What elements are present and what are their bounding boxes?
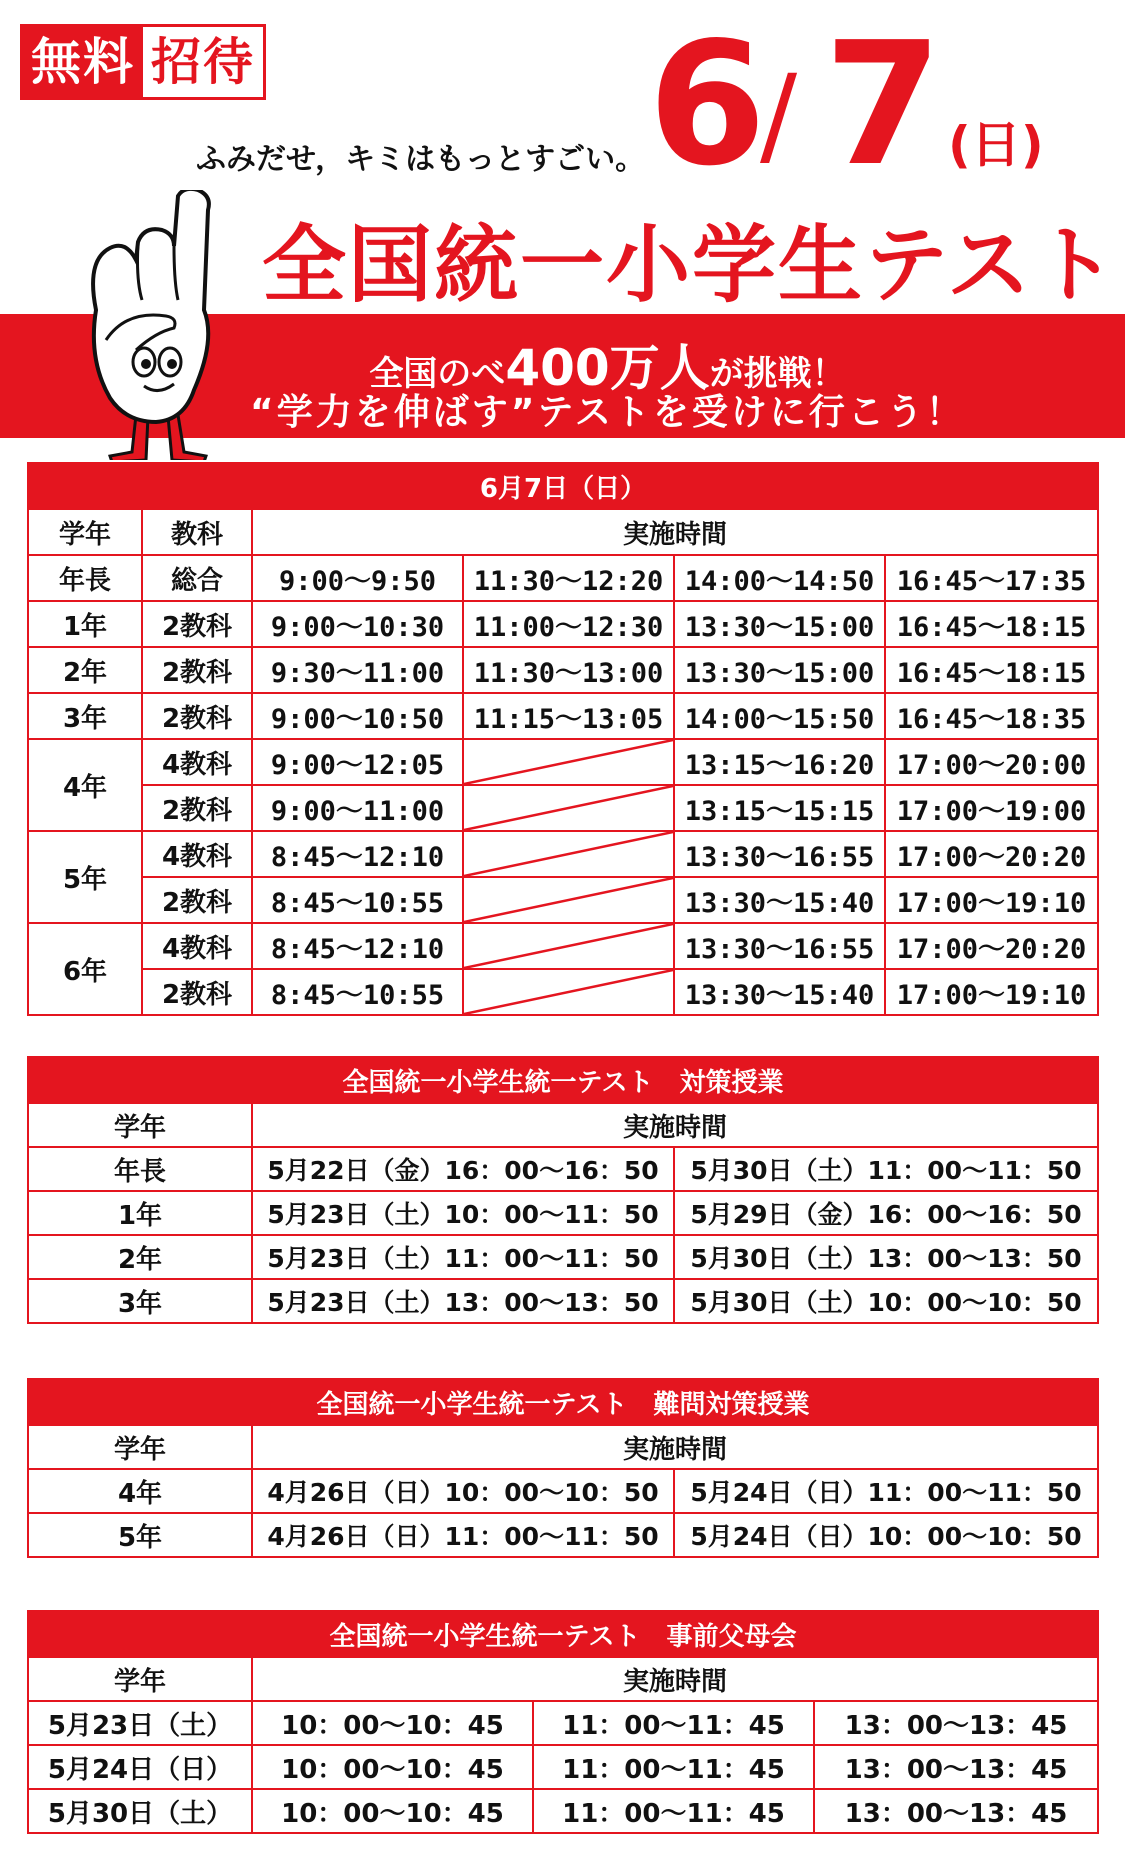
table-row	[28, 1191, 1098, 1235]
table-row	[28, 1147, 1098, 1191]
time-cell: 16:45〜18:35	[885, 693, 1098, 739]
table-row	[28, 1745, 1098, 1789]
time-cell: 13：00〜13：45	[814, 1745, 1098, 1789]
time-cell: 4月26日（日）10：00〜10：50	[252, 1469, 674, 1513]
parent-table-caption: 全国統一小学生統一テスト 事前父母会	[28, 1611, 1098, 1657]
table-row	[28, 785, 1098, 831]
hard-table-caption: 全国統一小学生統一テスト 難問対策授業	[28, 1379, 1098, 1425]
time-cell: 8:45〜10:55	[252, 969, 463, 1015]
time-cell: 9:30〜11:00	[252, 647, 463, 693]
date-cell: 5月23日（土）	[28, 1701, 252, 1745]
column-header-grade: 学年	[28, 509, 142, 555]
time-cell: 17:00〜19:10	[885, 877, 1098, 923]
grade-cell: 4年	[28, 1469, 252, 1513]
time-cell: 13:30〜15:40	[674, 969, 885, 1015]
grade-cell: 年長	[28, 1147, 252, 1191]
subject-cell: 4教科	[142, 739, 252, 785]
column-header-time: 実施時間	[252, 509, 1098, 555]
grade-cell: 6年	[28, 923, 142, 1015]
time-cell: 5月23日（土）11：00〜11：50	[252, 1235, 674, 1279]
table-row	[28, 923, 1098, 969]
time-cell: 17:00〜20:20	[885, 831, 1098, 877]
grade-cell: 年長	[28, 555, 142, 601]
table-row	[28, 877, 1098, 923]
time-cell: 13:15〜15:15	[674, 785, 885, 831]
time-cell: 8:45〜10:55	[252, 877, 463, 923]
subject-cell: 4教科	[142, 923, 252, 969]
subject-cell: 4教科	[142, 831, 252, 877]
time-cell: 5月30日（土）13：00〜13：50	[674, 1235, 1098, 1279]
table-row	[28, 1513, 1098, 1557]
grade-cell: 2年	[28, 647, 142, 693]
time-cell: 13:30〜16:55	[674, 831, 885, 877]
time-cell: 13:30〜15:40	[674, 877, 885, 923]
table-row	[28, 1279, 1098, 1323]
table-row	[28, 739, 1098, 785]
time-cell: 5月30日（土）10：00〜10：50	[674, 1279, 1098, 1323]
column-header-time: 実施時間	[252, 1425, 1098, 1469]
tagline: ふみだせ，キミはもっとすごい。	[196, 142, 646, 177]
time-cell: 5月24日（日）10：00〜10：50	[674, 1513, 1098, 1557]
column-header-grade: 学年	[28, 1425, 252, 1469]
time-cell: 11：00〜11：45	[533, 1745, 814, 1789]
time-cell: 8:45〜12:10	[252, 831, 463, 877]
parent-meeting-table	[27, 1610, 1099, 1834]
time-cell: 14:00〜14:50	[674, 555, 885, 601]
prep-table-caption: 全国統一小学生統一テスト 対策授業	[28, 1057, 1098, 1103]
time-cell: 5月30日（土）11：00〜11：50	[674, 1147, 1098, 1191]
time-cell: 13:30〜16:55	[674, 923, 885, 969]
subject-cell: 総合	[142, 555, 252, 601]
grade-cell: 2年	[28, 1235, 252, 1279]
table-row	[28, 693, 1098, 739]
free-invitation-badge	[20, 24, 266, 100]
exam-date-weekday: (日)	[948, 116, 1044, 174]
banner-line-2: “学力を伸ばす”テストを受けに行こう！	[250, 392, 965, 433]
table-row	[28, 647, 1098, 693]
grade-cell: 3年	[28, 693, 142, 739]
column-header-grade: 学年	[28, 1103, 252, 1147]
grade-cell: 5年	[28, 831, 142, 923]
banner-line-1-pre: 全国のべ	[369, 354, 506, 394]
subject-cell: 2教科	[142, 693, 252, 739]
empty-slot-cell	[463, 877, 674, 923]
subject-cell: 2教科	[142, 969, 252, 1015]
time-cell: 8:45〜12:10	[252, 923, 463, 969]
time-cell: 9:00〜10:30	[252, 601, 463, 647]
column-header-time: 実施時間	[252, 1103, 1098, 1147]
column-header-grade: 学年	[28, 1657, 252, 1701]
banner-line-1-post: が挑戦！	[709, 354, 846, 394]
time-cell: 10：00〜10：45	[252, 1701, 533, 1745]
page-title: 全国統一小学生テスト	[262, 216, 1119, 314]
empty-slot-cell	[463, 831, 674, 877]
empty-slot-cell	[463, 923, 674, 969]
time-cell: 13:30〜15:00	[674, 647, 885, 693]
hard-problem-class-table	[27, 1378, 1099, 1558]
exam-date-day: 7	[824, 6, 943, 204]
time-cell: 9:00〜10:50	[252, 693, 463, 739]
table-row	[28, 601, 1098, 647]
grade-cell: 1年	[28, 601, 142, 647]
time-cell: 17:00〜19:00	[885, 785, 1098, 831]
prep-class-table	[27, 1056, 1099, 1324]
time-cell: 11：00〜11：45	[533, 1701, 814, 1745]
time-cell: 10：00〜10：45	[252, 1745, 533, 1789]
subject-cell: 2教科	[142, 877, 252, 923]
time-cell: 16:45〜17:35	[885, 555, 1098, 601]
time-cell: 9:00〜9:50	[252, 555, 463, 601]
exam-schedule-table	[27, 462, 1099, 1016]
time-cell: 11:30〜13:00	[463, 647, 674, 693]
column-header-time: 実施時間	[252, 1657, 1098, 1701]
table-row	[28, 969, 1098, 1015]
table-row	[28, 1469, 1098, 1513]
banner-participants: 400万人	[505, 339, 710, 397]
time-cell: 5月22日（金）16：00〜16：50	[252, 1147, 674, 1191]
mascot-hand-illustration	[66, 190, 266, 460]
exam-date-month: 6	[648, 6, 767, 204]
time-cell: 5月23日（土）10：00〜11：50	[252, 1191, 674, 1235]
grade-cell: 5年	[28, 1513, 252, 1557]
time-cell: 13：00〜13：45	[814, 1789, 1098, 1833]
time-cell: 5月29日（金）16：00〜16：50	[674, 1191, 1098, 1235]
subject-cell: 2教科	[142, 601, 252, 647]
badge-invite-label: 招待	[143, 27, 263, 97]
grade-cell: 4年	[28, 739, 142, 831]
time-cell: 16:45〜18:15	[885, 647, 1098, 693]
exam-date-slash: /	[760, 51, 798, 179]
badge-free-label: 無料	[23, 27, 143, 97]
time-cell: 14:00〜15:50	[674, 693, 885, 739]
time-cell: 17:00〜19:10	[885, 969, 1098, 1015]
date-cell: 5月30日（土）	[28, 1789, 252, 1833]
table-row	[28, 1701, 1098, 1745]
time-cell: 11:15〜13:05	[463, 693, 674, 739]
grade-cell: 3年	[28, 1279, 252, 1323]
time-cell: 9:00〜12:05	[252, 739, 463, 785]
time-cell: 10：00〜10：45	[252, 1789, 533, 1833]
time-cell: 17:00〜20:20	[885, 923, 1098, 969]
time-cell: 9:00〜11:00	[252, 785, 463, 831]
time-cell: 11：00〜11：45	[533, 1789, 814, 1833]
empty-slot-cell	[463, 739, 674, 785]
empty-slot-cell	[463, 785, 674, 831]
table-row	[28, 1235, 1098, 1279]
table-row	[28, 1789, 1098, 1833]
table-row	[28, 831, 1098, 877]
exam-table-caption: 6月7日（日）	[28, 463, 1098, 509]
time-cell: 17:00〜20:00	[885, 739, 1098, 785]
grade-cell: 1年	[28, 1191, 252, 1235]
time-cell: 5月23日（土）13：00〜13：50	[252, 1279, 674, 1323]
time-cell: 4月26日（日）11：00〜11：50	[252, 1513, 674, 1557]
subject-cell: 2教科	[142, 647, 252, 693]
time-cell: 13:15〜16:20	[674, 739, 885, 785]
time-cell: 16:45〜18:15	[885, 601, 1098, 647]
time-cell: 13：00〜13：45	[814, 1701, 1098, 1745]
time-cell: 13:30〜15:00	[674, 601, 885, 647]
column-header-subject: 教科	[142, 509, 252, 555]
date-cell: 5月24日（日）	[28, 1745, 252, 1789]
time-cell: 11:30〜12:20	[463, 555, 674, 601]
subject-cell: 2教科	[142, 785, 252, 831]
empty-slot-cell	[463, 969, 674, 1015]
table-row	[28, 555, 1098, 601]
time-cell: 5月24日（日）11：00〜11：50	[674, 1469, 1098, 1513]
time-cell: 11:00〜12:30	[463, 601, 674, 647]
